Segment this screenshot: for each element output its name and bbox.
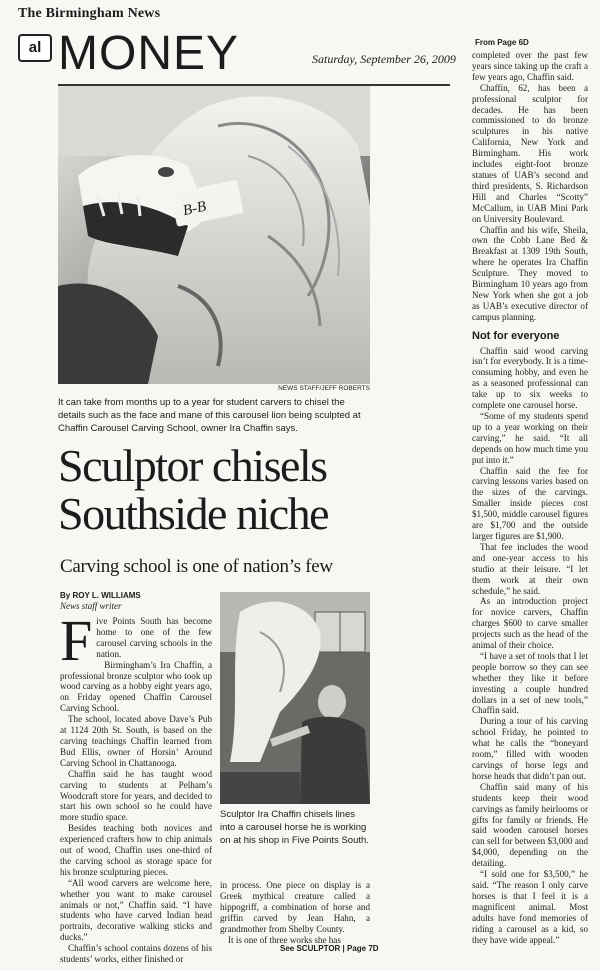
jump-to-link[interactable]: See SCULPTOR | Page 7D	[280, 944, 379, 953]
section-title: MONEY	[58, 27, 240, 80]
continued-paragraph: “I sold one for $3,500,” he said. “The reason I only carve horses is that I feel it is a magnificent animal. Most adults have fond memories of riding a carousel as a kid, so they have wide appeal.”	[472, 869, 588, 945]
dateline: Saturday, September 26, 2009	[312, 52, 456, 66]
lion-photo-art	[58, 86, 370, 384]
drop-cap: F	[60, 608, 93, 673]
headline-line-2: Southside niche	[58, 488, 329, 539]
byline-role: News staff writer	[60, 601, 122, 611]
story-paragraph: Chaffin said he has taught wood carving to students at Pelham’s Woodcraft store for years, and decided to start his own school so he could have more studio space.	[60, 768, 212, 823]
byline-name: By ROY L. WILLIAMS	[60, 591, 141, 600]
sculptor-photo	[220, 592, 370, 804]
story-column-1	[60, 608, 212, 965]
story-paragraph: The school, located above Dave’s Pub at 1124 20th St. South, is based on the carving teachings Chaffin learned from Bud Ellis, owner of Horsin’ Around Carving School in Chattanooga.	[60, 714, 212, 768]
headline-line-1: Sculptor chisels	[58, 440, 327, 491]
block-label: B-B	[181, 198, 208, 220]
continued-paragraph: During a tour of his carving school Friday, he pointed to what he calls the “boneyard room,” filled with wooden carvings of horse legs and horse heads that didn’t pan out.	[472, 716, 588, 781]
section-subhead: Not for everyone	[472, 329, 560, 342]
story-column-2	[220, 880, 370, 945]
story-paragraph: It is one of three works she has	[228, 934, 341, 945]
subheadline: Carving school is one of nation’s few	[60, 556, 333, 577]
story-paragraph: Besides teaching both novices and experienced crafters how to chip animals out of wood, Chaffin uses one-third of the carving school as storage space for his bronze sculpturing pieces.	[60, 823, 212, 877]
continued-column	[472, 50, 588, 960]
continued-paragraph: “Some of my students spend up to a year working on their carving,” he said. “It all depends on how much time you put into it.”	[472, 411, 588, 465]
continued-paragraph: That fee includes the wood and one-year access to his studio at their leisure. “I let them work at their own schedule,” he said.	[472, 541, 588, 596]
continued-paragraph: Chaffin, 62, has been a professional sculptor for decades. He has been commissioned to do bronze sculptures in his native California, New York and Birmingham. His work includes eight-foot bronze statues of UAB’s second and third presidents, S. Richardson Hill and Charles “Scotty” McCallum, in UAB Mini Park on University Boulevard.	[472, 82, 588, 224]
continued-paragraph: Chaffin said the fee for carving lessons varies based on the sizes of the carvings. Smaller inside pieces cost $1,500, middle carousel figures are $1,700 and the outside larger figures are $1,900.	[472, 465, 588, 541]
story-paragraph: Five Points South has become home to one of the few carousel carving schools in the nation.	[60, 608, 212, 673]
newspaper-masthead: The Birmingham News	[18, 6, 161, 21]
continued-paragraph: “I have a set of tools that I let people borrow so they can see whether they like it before investing a couple hundred dollars in a set of new tools,” Chaffin said.	[472, 650, 588, 716]
sculptor-photo-art	[220, 592, 370, 804]
jump-from-label: From Page 6D	[475, 38, 529, 47]
continued-paragraph: Chaffin said wood carving isn’t for everybody. It is a time-consuming hobby, and even he as a seasoned professional can take up to six weeks to complete one carousel horse.	[472, 345, 588, 411]
headline	[58, 442, 358, 538]
continued-paragraph: Chaffin and his wife, Sheila, own the Cobb Lane Bed & Breakfast at 1309 19th South, where he operates Ira Chaffin Sculpture. They moved to Birmingham 10 years ago from New York when she got a job as UAB’s executive director of campus planning.	[472, 224, 588, 322]
continued-paragraph: As an introduction project for novice carvers, Chaffin charges $600 to carve smaller projects such as the head of the animal of their choice.	[472, 596, 588, 651]
photo-caption: It can take from months up to a year for student carvers to chisel the details such as the face and mane of this carousel lion being sculpted at Chaffin Carousel Carving School, owner Ira Chaffin says.	[58, 397, 361, 434]
story-paragraph: in process. One piece on display is a Greek mythical creature called a hippogriff, a combination of horse and griffin carved by Jean Hahn, a grandmother from Shelby County.	[220, 880, 370, 934]
story-paragraph: Birmingham’s Ira Chaffin, a professional bronze sculptor who took up wood carving as a hobby eight years ago, on Friday opened Chaffin Carousel Carving School.	[60, 659, 212, 714]
story-paragraph: Chaffin’s school contains dozens of his students’ works, either finished or	[60, 943, 212, 965]
al-logo: al	[18, 34, 52, 62]
photo-credit: NEWS STAFF/JEFF ROBERTS	[278, 385, 370, 392]
continued-paragraph: completed over the past few years since taking up the craft a few years ago, Chaffin said.	[472, 50, 588, 82]
story-paragraph: “All wood carvers are welcome here, whether you want to make carousel animals or not,” Chaffin said. “I have students who have carved Indian head portraits, decorative walking sticks and ducks.”	[60, 877, 212, 943]
continued-paragraph: Chaffin said many of his students keep their wood carvings as family heirlooms or gifts for family or friends. He said wooden carousel horses can sell for between $3,000 and $4,000, depending on the detailing.	[472, 781, 588, 869]
carousel-lion-photo	[58, 86, 370, 384]
photo-caption-2: Sculptor Ira Chaffin chisels lines into a carousel horse he is working on at his shop in Five Points South.	[220, 809, 369, 846]
